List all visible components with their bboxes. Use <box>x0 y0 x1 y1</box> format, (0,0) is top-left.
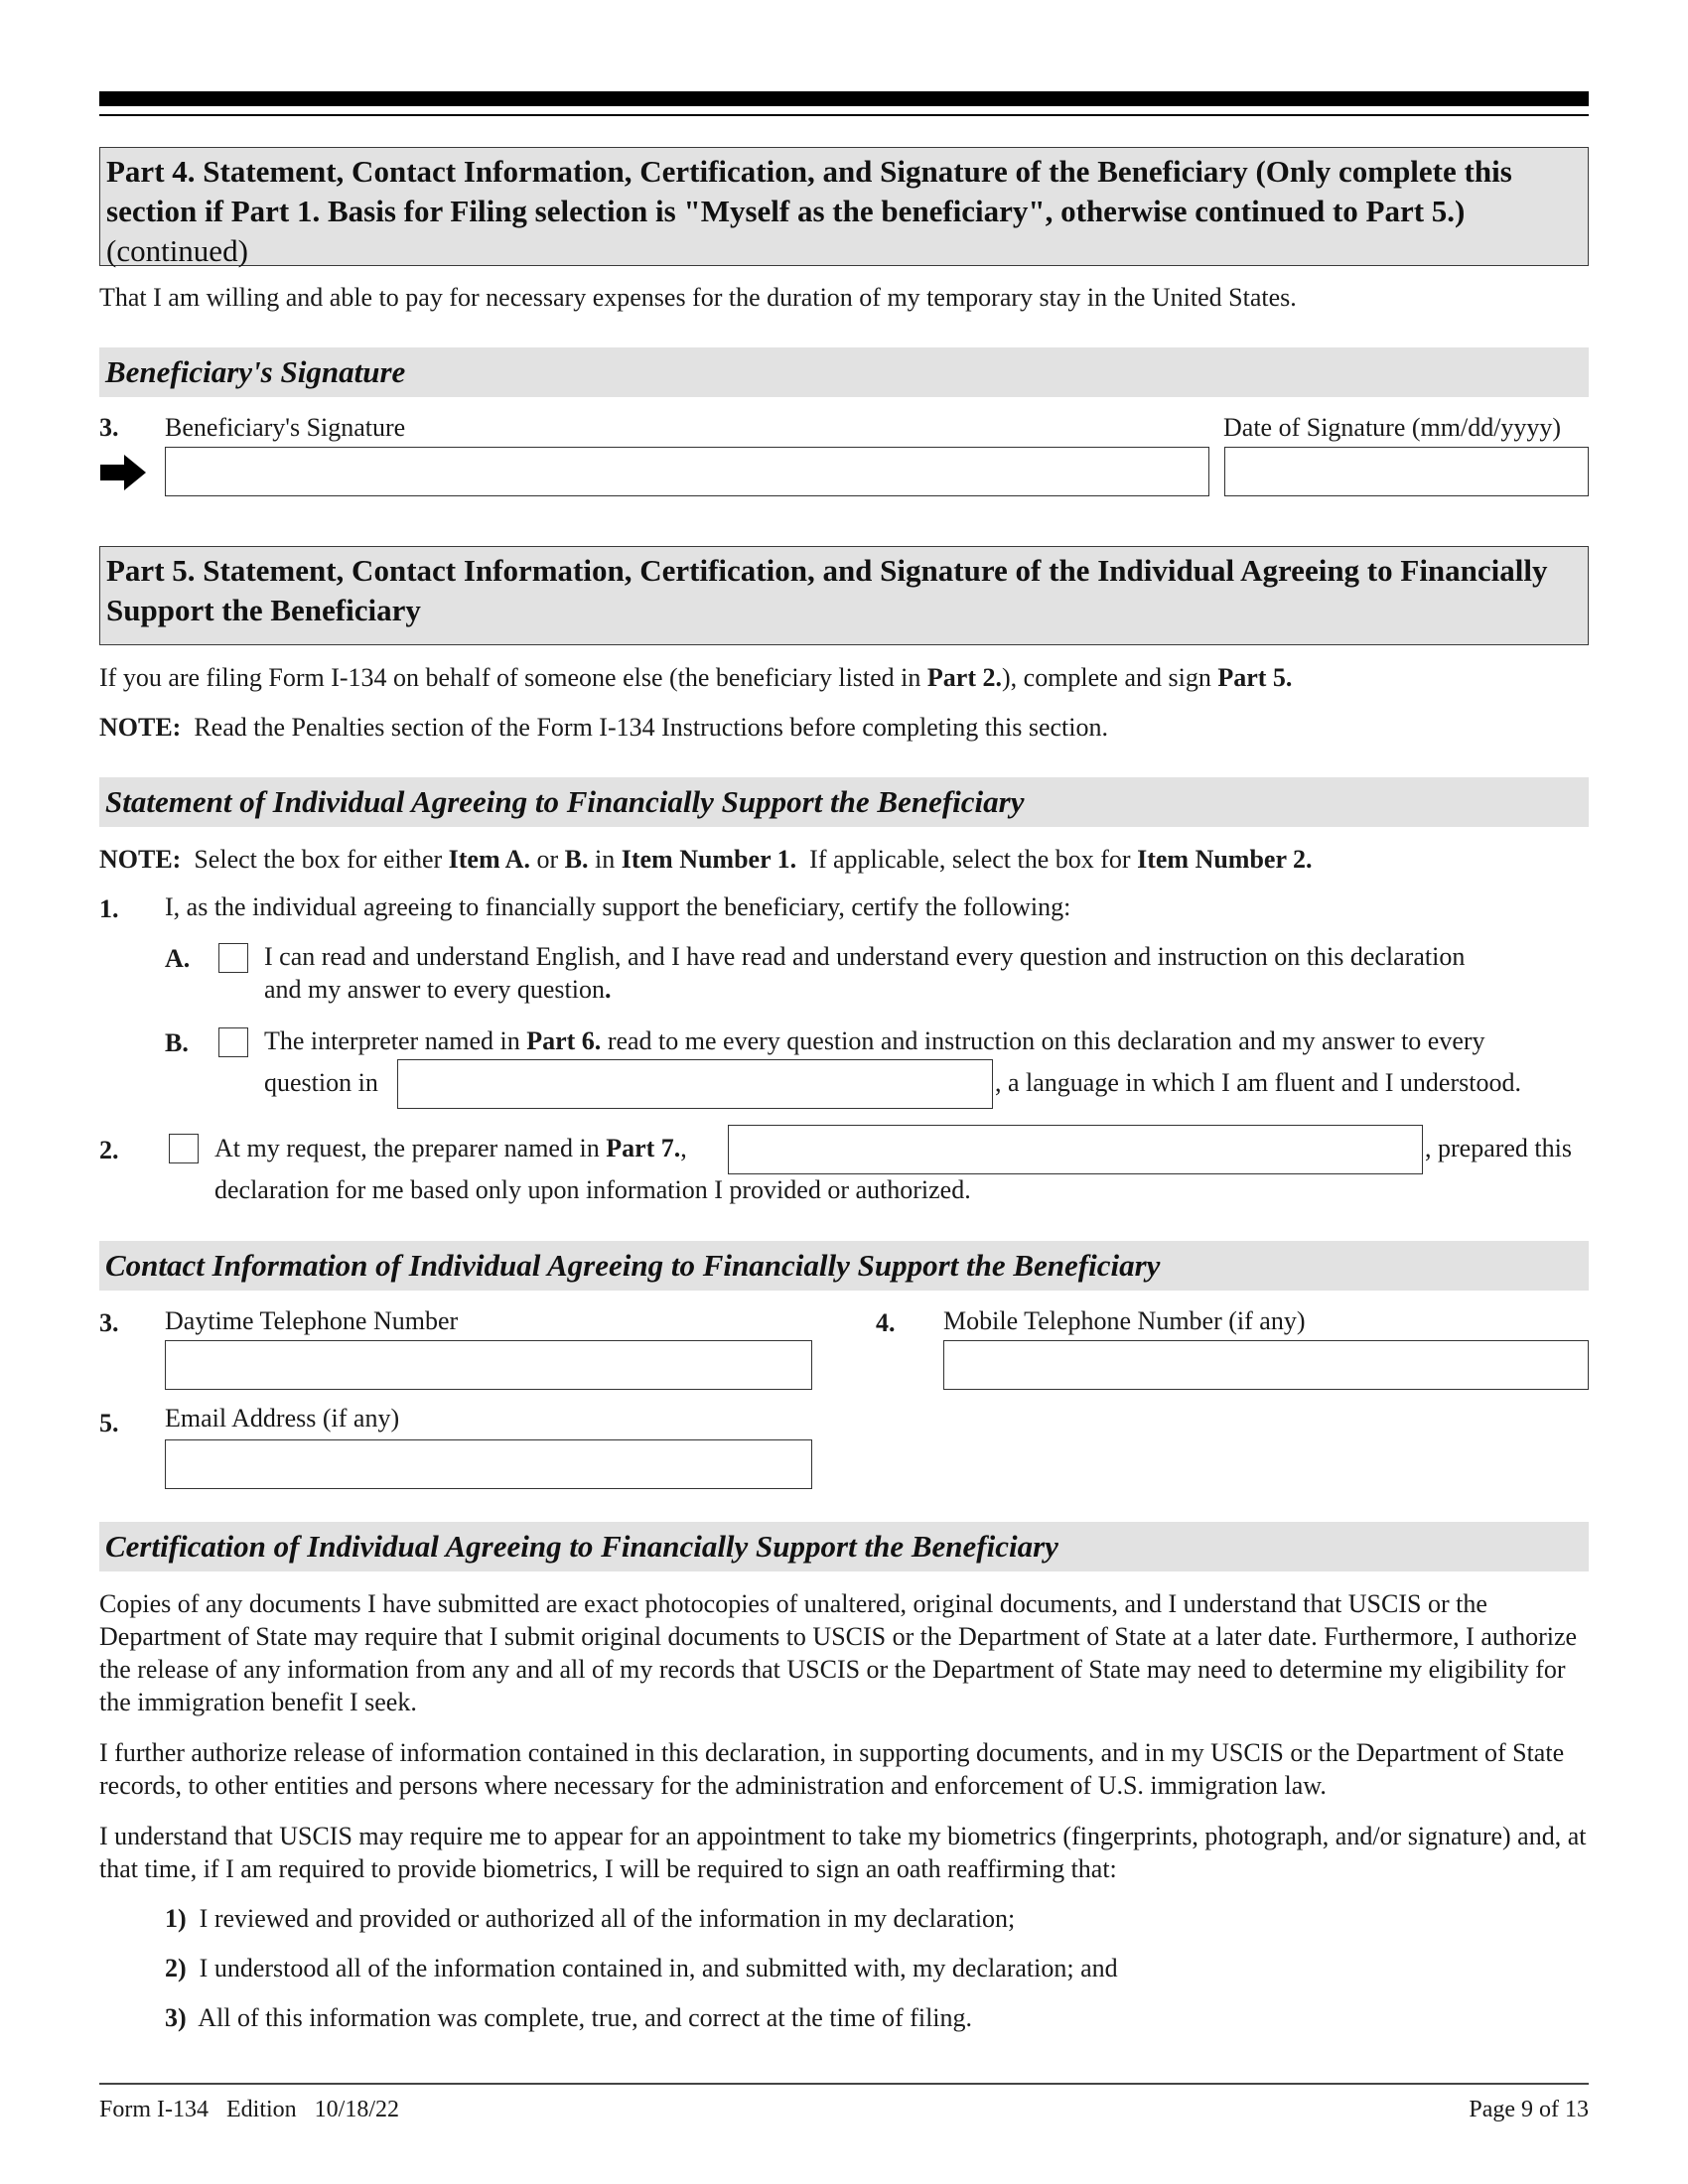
item-number: 5. <box>99 1409 119 1437</box>
footer-edition-date: 10/18/22 <box>314 2097 400 2122</box>
mobile-phone-value <box>944 1341 1588 1357</box>
daytime-phone-label: Daytime Telephone Number <box>165 1306 459 1335</box>
footer-form-info <box>99 2095 399 2124</box>
note2-c: or <box>529 845 565 874</box>
part4-statement: That I am willing and able to pay for necessary expenses for the duration of my temporary stay in the United States. <box>99 283 1297 312</box>
item-b-b: Part 6. <box>526 1026 602 1055</box>
oath-number: 3) <box>165 2003 187 2032</box>
item1-text: I, as the individual agreeing to financially support the beneficiary, certify the following: <box>165 892 1071 921</box>
email-value <box>166 1440 811 1456</box>
part4-heading-suffix: (continued) <box>106 233 248 268</box>
note2-e: in <box>588 845 622 874</box>
preparer-name-field[interactable] <box>728 1125 1423 1174</box>
item-number: 2. <box>99 1136 119 1164</box>
preparer-name-value <box>729 1126 1422 1142</box>
item-b-question-in: question in <box>264 1068 378 1097</box>
item-2-c: , <box>680 1134 687 1162</box>
item-b-a: The interpreter named in <box>264 1026 527 1055</box>
language-value <box>398 1060 992 1076</box>
item-a-period: . <box>604 975 612 1004</box>
daytime-phone-field[interactable] <box>165 1340 812 1390</box>
part5-note2 <box>99 844 1313 877</box>
oath-number: 1) <box>165 1904 187 1933</box>
language-field[interactable] <box>397 1059 993 1109</box>
date-of-signature-field[interactable] <box>1224 447 1589 496</box>
item-b-line2-end: , a language in which I am fluent and I understood. <box>995 1068 1521 1097</box>
item-letter: B. <box>165 1028 189 1057</box>
item-2-checkbox[interactable] <box>169 1134 199 1163</box>
footer-rule <box>99 2083 1589 2085</box>
item-b-c: read to me every question and instruction on this declaration and my answer to every <box>601 1026 1485 1055</box>
note-text: Read the Penalties section of the Form I-134 Instructions before completing this section. <box>181 713 1108 742</box>
beneficiary-signature-value <box>166 448 1208 464</box>
certification-paragraph-2: I further authorize release of information contained in this declaration, in supporting documents, and in my USCIS or the Department of State records, to other entities and persons where necessary for the administration and enforcement of U.S. immigration law. <box>99 1738 1565 1800</box>
oath-item-2 <box>165 1953 1118 1985</box>
item-b-line1 <box>264 1025 1485 1058</box>
footer-form: Form I-134 <box>99 2097 209 2122</box>
part4-heading-text: Part 4. Statement, Contact Information, Certification, and Signature of the Beneficiary (Only complete this section if Part 1. Basis for Filing selection is "Myself as the beneficiary", otherwise continued to Part 5.) <box>106 154 1512 228</box>
oath-number: 2) <box>165 1954 187 1982</box>
date-of-signature-value <box>1225 448 1588 464</box>
beneficiary-signature-field[interactable] <box>165 447 1209 496</box>
item-2-a: At my request, the preparer named in <box>214 1134 607 1162</box>
note-label: NOTE: <box>99 713 182 742</box>
item-number: 1. <box>99 894 119 923</box>
header-rule-thin <box>99 114 1589 116</box>
email-label: Email Address (if any) <box>165 1404 400 1433</box>
oath-item-3 <box>165 2002 972 2035</box>
item-number: 3. <box>99 413 119 442</box>
oath-text: I understood all of the information contained in, and submitted with, my declaration; and <box>199 1954 1118 1982</box>
oath-item-1 <box>165 1903 1015 1936</box>
certification-section-title: Certification of Individual Agreeing to Financially Support the Beneficiary <box>99 1522 1589 1571</box>
part5-heading: Part 5. Statement, Contact Information, Certification, and Signature of the Individual Agreeing to Financially Support the Beneficiary <box>99 546 1589 645</box>
date-of-signature-label: Date of Signature (mm/dd/yyyy) <box>1223 413 1562 442</box>
part4-heading <box>99 147 1589 266</box>
beneficiary-signature-section-title: Beneficiary's Signature <box>99 347 1589 397</box>
certification-paragraph-1: Copies of any documents I have submitted are exact photocopies of unaltered, original documents, and I understand that USCIS or the Department of State may require that I submit original documents to USCIS or the Department of State at a later date. Furthermore, I authorize the release of any information from any and all of my records that USCIS or the Department of State may need to determine my eligibility for the immigration benefit I seek. <box>99 1589 1578 1716</box>
email-field[interactable] <box>165 1439 812 1489</box>
item-2-prepared-this: , prepared this <box>1425 1134 1573 1162</box>
header-rule-thick <box>99 91 1589 106</box>
part5-intro-c: ), complete and sign <box>1002 663 1218 692</box>
item-b-checkbox[interactable] <box>218 1027 248 1057</box>
part5-note1 <box>99 712 1108 745</box>
part5-intro <box>99 662 1292 695</box>
footer-edition-label: Edition <box>226 2097 297 2122</box>
contact-section-title: Contact Information of Individual Agreeing to Financially Support the Beneficiary <box>99 1241 1589 1291</box>
item-a-checkbox[interactable] <box>218 943 248 973</box>
note2-f: Item Number 1. <box>621 845 797 874</box>
item-a-line1: I can read and understand English, and I have read and understand every question and instruction on this declaration <box>264 942 1466 971</box>
statement-section-title: Statement of Individual Agreeing to Financially Support the Beneficiary <box>99 777 1589 827</box>
item-number: 3. <box>99 1308 119 1337</box>
note2-h: Item Number 2. <box>1137 845 1313 874</box>
note2-d: B. <box>564 845 589 874</box>
part5-intro-b: Part 2. <box>926 663 1002 692</box>
note2-g: If applicable, select the box for <box>796 845 1138 874</box>
part5-intro-d: Part 5. <box>1217 663 1293 692</box>
item-2-text <box>214 1133 687 1165</box>
note2-a: Select the box for either <box>181 845 449 874</box>
oath-text: I reviewed and provided or authorized all of the information in my declaration; <box>199 1904 1016 1933</box>
note2-b: Item A. <box>448 845 530 874</box>
item-number: 4. <box>876 1308 896 1337</box>
mobile-phone-label: Mobile Telephone Number (if any) <box>943 1306 1306 1335</box>
footer-page-number: Page 9 of 13 <box>1469 2097 1589 2122</box>
item-a-line2-text: and my answer to every question <box>264 975 605 1004</box>
item-letter: A. <box>165 944 191 973</box>
mobile-phone-field[interactable] <box>943 1340 1589 1390</box>
daytime-phone-value <box>166 1341 811 1357</box>
part5-intro-a: If you are filing Form I-134 on behalf of someone else (the beneficiary listed in <box>99 663 927 692</box>
certification-paragraph-3: I understand that USCIS may require me to appear for an appointment to take my biometrics (fingerprints, photograph, and/or signature) and, at that time, if I am required to provide biometrics, I will be required to sign an oath reaffirming that: <box>99 1822 1587 1883</box>
note2-label: NOTE: <box>99 845 182 874</box>
item-2-line2: declaration for me based only upon information I provided or authorized. <box>214 1175 971 1204</box>
right-arrow-icon <box>100 455 146 490</box>
oath-text: All of this information was complete, true, and correct at the time of filing. <box>198 2003 973 2032</box>
item-2-b: Part 7. <box>606 1134 681 1162</box>
beneficiary-signature-label: Beneficiary's Signature <box>165 413 406 442</box>
item-a-line2 <box>264 974 611 1007</box>
